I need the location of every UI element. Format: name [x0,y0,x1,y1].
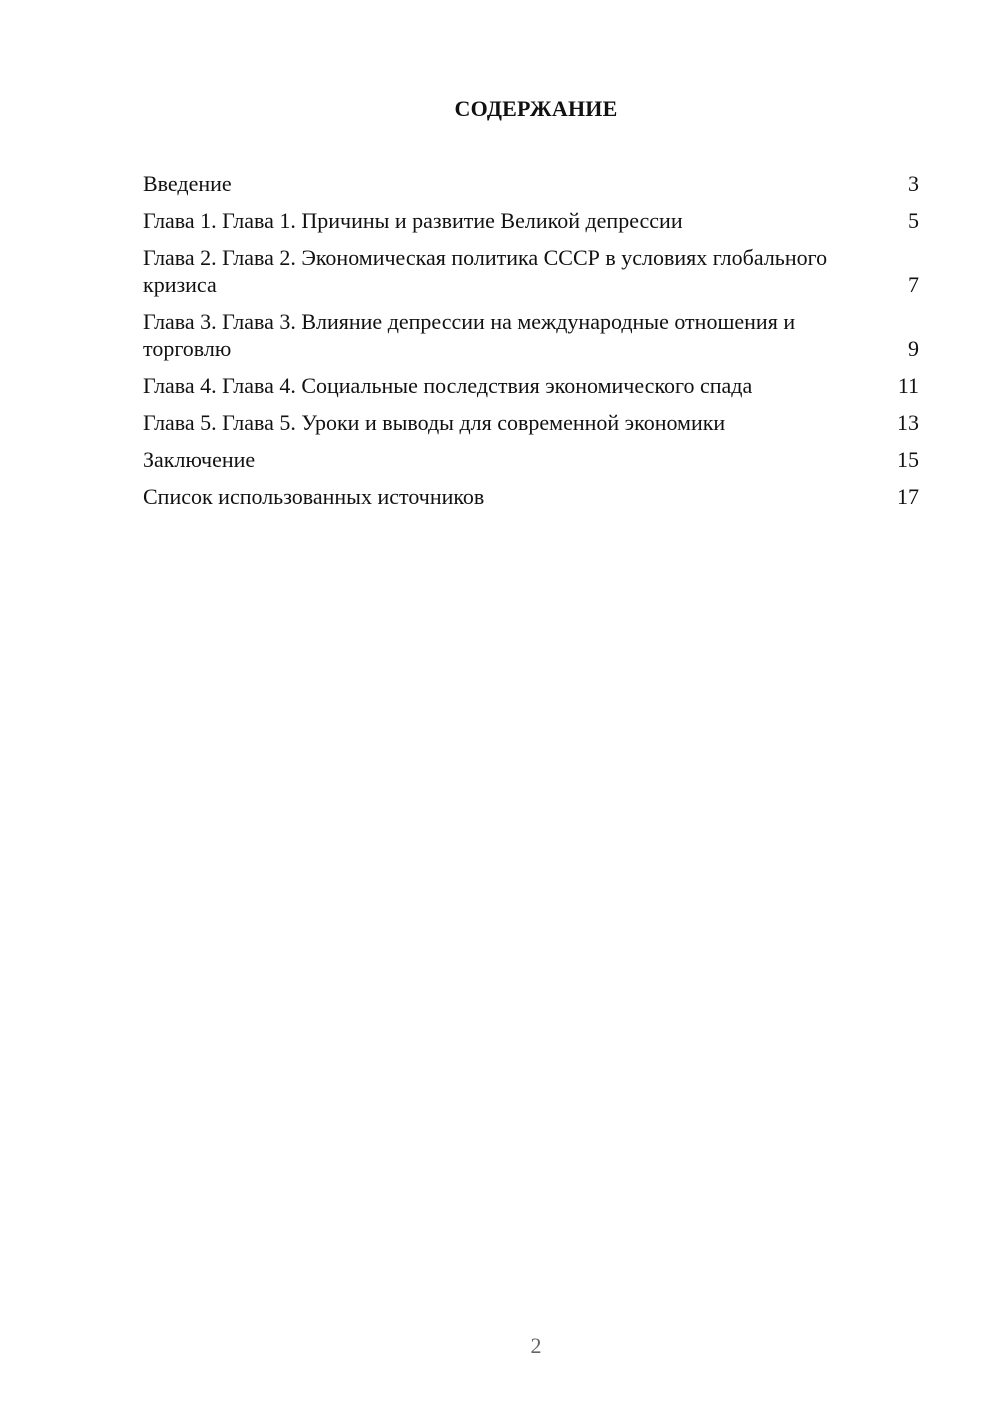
toc-entry-chapter-2 [143,244,919,298]
toc-entry-page: 3 [908,171,919,196]
toc-entry-chapter-3 [143,308,919,362]
toc-entry-label: Заключение [143,447,256,472]
toc-entry-page: 5 [908,208,919,233]
toc-entry-chapter-4 [143,372,919,399]
toc-entry-label: Глава 2. Глава 2. Экономическая политика СССР в условиях глобального кризиса [143,245,828,297]
toc-entry-introduction [143,170,919,197]
toc-entry-page: 7 [908,272,919,297]
toc-entry-label: Введение [143,171,232,196]
toc-entry-page: 13 [897,410,919,435]
page-title: СОДЕРЖАНИЕ [454,96,618,121]
toc-entry-chapter-1 [143,207,919,234]
toc-entry-page: 15 [897,447,919,472]
toc-entry-label: Глава 5. Глава 5. Уроки и выводы для современной экономики [143,410,726,435]
table-of-contents [143,170,919,520]
toc-entry-page: 17 [897,484,919,509]
toc-entry-chapter-5 [143,409,919,436]
toc-entry-label: Список использованных источников [143,484,485,509]
toc-entry-page: 11 [897,373,919,398]
toc-entry-references [143,483,919,510]
toc-entry-page: 9 [908,336,919,361]
toc-entry-label: Глава 4. Глава 4. Социальные последствия экономического спада [143,373,753,398]
toc-entry-label: Глава 3. Глава 3. Влияние депрессии на международные отношения и торговлю [143,309,796,361]
toc-entry-conclusion [143,446,919,473]
page-number: 2 [530,1333,542,1358]
toc-entry-label: Глава 1. Глава 1. Причины и развитие Великой депрессии [143,208,683,233]
